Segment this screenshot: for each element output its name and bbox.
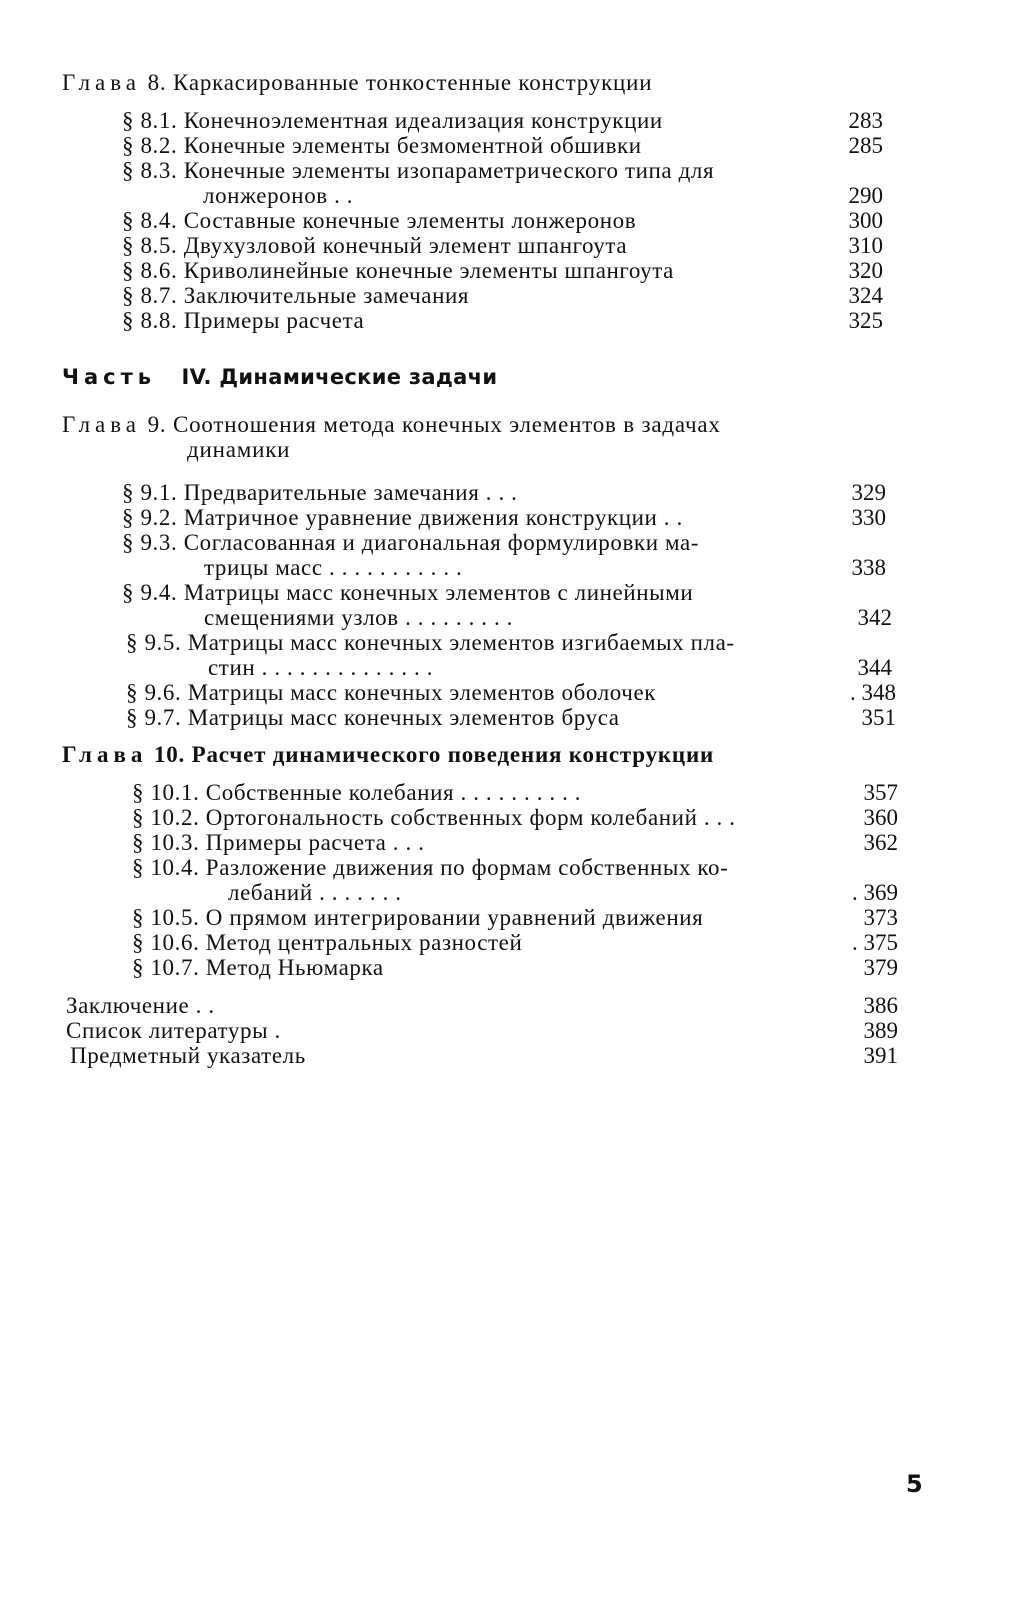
toc-entry-references: Список литературы . (66, 1018, 281, 1043)
toc-page-10-2: 360 (863, 805, 898, 830)
toc-entry-10-7: § 10.7. Метод Ньюмарка (132, 955, 384, 980)
toc-entry-10-4: § 10.4. Разложение движения по формам собственных ко- (132, 855, 729, 880)
toc-page-references: 389 (863, 1018, 898, 1043)
toc-entry-9-7: § 9.7. Матрицы масс конечных элементов бруса (126, 705, 620, 730)
toc-entry-10-6: § 10.6. Метод центральных разностей (132, 930, 523, 955)
toc-entry-9-5-cont: стин . . . . . . . . . . . . . . (208, 655, 434, 680)
toc-entry-8-7: § 8.7. Заключительные замечания (122, 283, 470, 308)
toc-page-subject-index: 391 (863, 1043, 898, 1068)
page-number: 5 (906, 1470, 923, 1498)
toc-entry-9-2: § 9.2. Матричное уравнение движения конструкции . . (122, 505, 683, 530)
toc-entry-9-3: § 9.3. Согласованная и диагональная формулировки ма- (122, 530, 700, 555)
toc-page-10-7: 379 (863, 955, 898, 980)
toc-entry-9-6: § 9.6. Матрицы масс конечных элементов оболочек (126, 680, 657, 705)
toc-entry-conclusion: Заключение . . (66, 993, 215, 1018)
toc-entry-9-4-cont: смещениями узлов . . . . . . . . . (204, 605, 514, 630)
toc-entry-10-3: § 10.3. Примеры расчета . . . (132, 830, 425, 855)
toc-page-9-1: 329 (851, 480, 886, 505)
part-4-heading (62, 364, 497, 390)
toc-entry-8-4: § 8.4. Составные конечные элементы лонжеронов (122, 208, 637, 233)
toc-page-9-5: 344 (857, 655, 892, 680)
toc-page-8-1: 283 (848, 108, 883, 133)
toc-page-8-4: 300 (848, 208, 883, 233)
toc-page-8-7: 324 (848, 283, 883, 308)
chapter-8-heading (62, 70, 652, 96)
toc-page-10-3: 362 (863, 830, 898, 855)
toc-entry-8-8: § 8.8. Примеры расчета (122, 308, 365, 333)
toc-entry-8-2: § 8.2. Конечные элементы безмоментной обшивки (122, 133, 642, 158)
toc-entry-10-5: § 10.5. О прямом интегрировании уравнений движения (132, 905, 704, 930)
toc-entry-10-2: § 10.2. Ортогональность собственных форм колебаний . . . (132, 805, 736, 830)
chapter-9-heading (62, 412, 721, 438)
toc-page-8-3: 290 (848, 183, 883, 208)
toc-entry-8-1: § 8.1. Конечноэлементная идеализация конструкции (122, 108, 663, 133)
toc-entry-8-5: § 8.5. Двухузловой конечный элемент шпангоута (122, 233, 628, 258)
toc-entry-subject-index: Предметный указатель (70, 1043, 306, 1068)
chapter-9-label: Глава (62, 412, 142, 437)
toc-entry-9-3-cont: трицы масс . . . . . . . . . . . (204, 555, 463, 580)
chapter-8-title: 8. Каркасированные тонкостенные конструкции (147, 70, 653, 95)
chapter-10-heading (62, 742, 714, 768)
toc-page-conclusion: 386 (863, 993, 898, 1018)
toc-entry-9-4: § 9.4. Матрицы масс конечных элементов с линейными (122, 580, 694, 605)
toc-entry-9-1: § 9.1. Предварительные замечания . . . (122, 480, 518, 505)
toc-page-8-8: 325 (848, 308, 883, 333)
toc-page-9-2: 330 (851, 505, 886, 530)
toc-page-10-6: . 375 (852, 930, 898, 955)
chapter-8-label: Глава (62, 70, 142, 95)
toc-page-10-4: . 369 (852, 880, 898, 905)
toc-entry-8-3: § 8.3. Конечные элементы изопараметрического типа для (122, 158, 715, 183)
chapter-10-label: Глава (62, 742, 148, 767)
toc-page-9-3: 338 (851, 555, 886, 580)
part-4-title: IV. Динамические задачи (181, 365, 498, 389)
toc-page-8-6: 320 (848, 258, 883, 283)
toc-entry-8-6: § 8.6. Криволинейные конечные элементы шпангоута (122, 258, 674, 283)
toc-page-10-5: 373 (863, 905, 898, 930)
part-4-label: Часть (62, 365, 157, 389)
toc-entry-10-4-cont: лебаний . . . . . . . (228, 880, 402, 905)
toc-page-8-2: 285 (848, 133, 883, 158)
toc-entry-8-3-cont: лонжеронов . . (203, 183, 354, 208)
toc-page-8-5: 310 (848, 233, 883, 258)
chapter-10-title: 10. Расчет динамического поведения конструкции (153, 742, 715, 767)
chapter-9-title: 9. Соотношения метода конечных элементов в задачах (147, 412, 721, 437)
chapter-9-title-cont: динамики (187, 437, 291, 462)
toc-entry-10-1: § 10.1. Собственные колебания . . . . . . . . . . (132, 780, 582, 805)
toc-page-10-1: 357 (863, 780, 898, 805)
toc-page-9-7: 351 (861, 705, 896, 730)
toc-page-9-6: . 348 (850, 680, 896, 705)
toc-page-9-4: 342 (857, 605, 892, 630)
toc-entry-9-5: § 9.5. Матрицы масс конечных элементов изгибаемых пла- (126, 630, 735, 655)
